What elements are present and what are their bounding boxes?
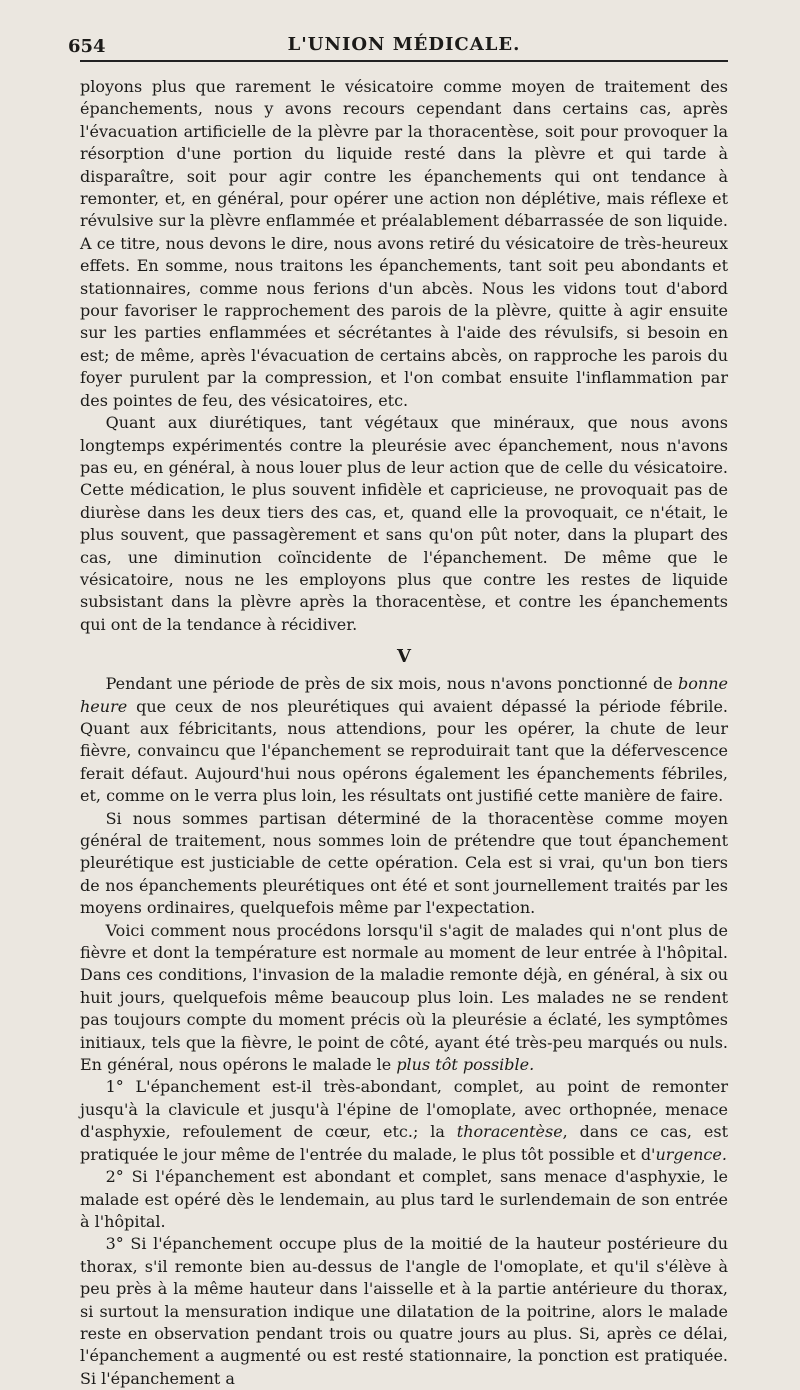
italic-text: plus tôt possible.	[396, 1055, 535, 1075]
text-after-section	[80, 673, 728, 1390]
page-header	[68, 30, 728, 62]
section-number: V	[397, 646, 411, 668]
italic-text: urgence.	[655, 1144, 727, 1164]
paragraph	[80, 1166, 728, 1233]
paragraph	[80, 673, 728, 807]
paragraph	[80, 808, 728, 920]
paragraph-text: Si nous sommes partisan déterminé de la thoracentèse comme moyen général de traitement, nous sommes loin de prétendre que tout épanchement pleurétique est justiciable de cette opération. Cela est si vrai, qu'un bon tiers de nos épanchements pleurétiques ont été et sont journellement traités par les moyens ordinaires, quelquefois même par l'expectation.	[80, 808, 728, 918]
paragraph-text: que ceux de nos pleurétiques qui avaient dépassé la période fébrile. Quant aux fébricitants, nous attendions, pour les opérer, la chute de leur fièvre, convaincu que l'épanchement se reproduirait tant que la défervescence ferait défaut. Aujourd'hui nous opérons également les épanchements fébriles, et, comme on le verra plus loin, les résultats ont justifié cette manière de faire.	[80, 696, 728, 806]
italic-text: bonne heure	[80, 674, 728, 716]
paragraph-text: Quant aux diurétiques, tant végétaux que minéraux, que nous avons longtemps expérimentés contre la pleurésie avec épanchement, nous n'avons pas eu, en général, à nous louer plus de leur action que de celle du vésicatoire. Cette médication, le plus souvent infidèle et capricieuse, ne provoquait pas de diurèse dans les deux tiers des cas, et, quand elle la provoquait, ce n'était, le plus souvent, que passagèrement et sans qu'on pût noter, dans la plupart des cas, une diminution coïncidente de l'épanchement. De même que le vésicatoire, nous ne les employons plus que contre les restes de liquide subsistant dans la plèvre après la thoracentèse, et contre les épanchements qui ont de la tendance à récidiver.	[80, 413, 728, 634]
italic-text: thoracentèse	[456, 1122, 563, 1142]
running-title: L'UNION MÉDICALE.	[287, 34, 521, 55]
paragraph-text: 3° Si l'épanchement occupe plus de la moitié de la hauteur postérieure du thorax, s'il remonte bien au-dessus de l'angle de l'omoplate, et qu'il s'élève à peu près à la même hauteur dans l'aisselle et à la partie antérieure du thorax, si surtout la mensuration indique une dilatation de la poitrine, alors le malade reste en observation pendant trois ou quatre jours au plus. Si, après ce délai, l'épanchement a augmenté ou est resté stationnaire, la ponction est pratiquée. Si l'épanchement a	[80, 1234, 728, 1388]
paragraph-text: 1° L'épanchement est-il très-abondant, complet, au point de remonter jusqu'à la clavicule et jusqu'à l'épine de l'omoplate, avec orthopnée, menace d'asphyxie, refoulement de cœur, etc.; la	[80, 1077, 728, 1142]
paragraph	[80, 412, 728, 636]
page-number: 654	[68, 36, 106, 57]
paragraph-text: ployons plus que rarement le vésicatoire comme moyen de traitement des épanchements, nous y avons recours cependant dans certains cas, après l'évacuation artificielle de la plèvre par la thoracentèse, soit pour provoquer la résorption d'une portion du liquide resté dans la plèvre et qui tarde à disparaître, soit pour agir contre les épanchements qui ont tendance à remonter, et, en général, pour opérer une action non déplétive, mais réflexe et révulsive sur la plèvre enflammée et préalablement débarrassée de son liquide. A ce titre, nous devons le dire, nous avons retiré du vésicatoire de très-heureux effets. En somme, nous traitons les épanchements, tant soit peu abondants et stationnaires, comme nous ferions d'un abcès. Nous les vidons tout d'abord pour favoriser le rapprochement des parois de la plèvre, quitte à agir ensuite sur les parties enflammées et sécrétantes à l'aide des révulsifs, si besoin en est; de même, après l'évacuation de certains abcès, on rapproche les parois du foyer purulent par la compression, et l'on combat ensuite l'inflammation par des pointes de feu, des vésicatoires, etc.	[80, 77, 728, 410]
paragraph	[80, 1233, 728, 1390]
paragraph-text: Voici comment nous procédons lorsqu'il s'agit de malades qui n'ont plus de fièvre et dont la température est normale au moment de leur entrée à l'hôpital. Dans ces conditions, l'invasion de la maladie remonte déjà, en général, à six ou huit jours, quelquefois même beaucoup plus loin. Les malades ne se rendent pas toujours compte du moment précis où la pleurésie a éclaté, les symptômes initiaux, tels que la fièvre, le point de côté, ayant été très-peu marqués ou nuls. En général, nous opérons le malade le	[80, 920, 728, 1075]
paragraph-text: Pendant une période de près de six mois, nous n'avons ponctionné de	[105, 674, 679, 694]
paragraph	[80, 76, 728, 412]
paragraph-text: 2° Si l'épanchement est abondant et complet, sans menace d'asphyxie, le malade est opéré dès le lendemain, au plus tard le surlendemain de son entrée à l'hôpital.	[80, 1167, 728, 1231]
text-before-section	[80, 76, 728, 636]
paragraph	[80, 920, 728, 1077]
paragraph	[80, 1076, 728, 1166]
article-body	[80, 76, 728, 1390]
paragraph-text: , dans ce cas, est pratiquée le jour même de l'entrée du malade, le plus tôt possible et d'	[80, 1122, 729, 1164]
